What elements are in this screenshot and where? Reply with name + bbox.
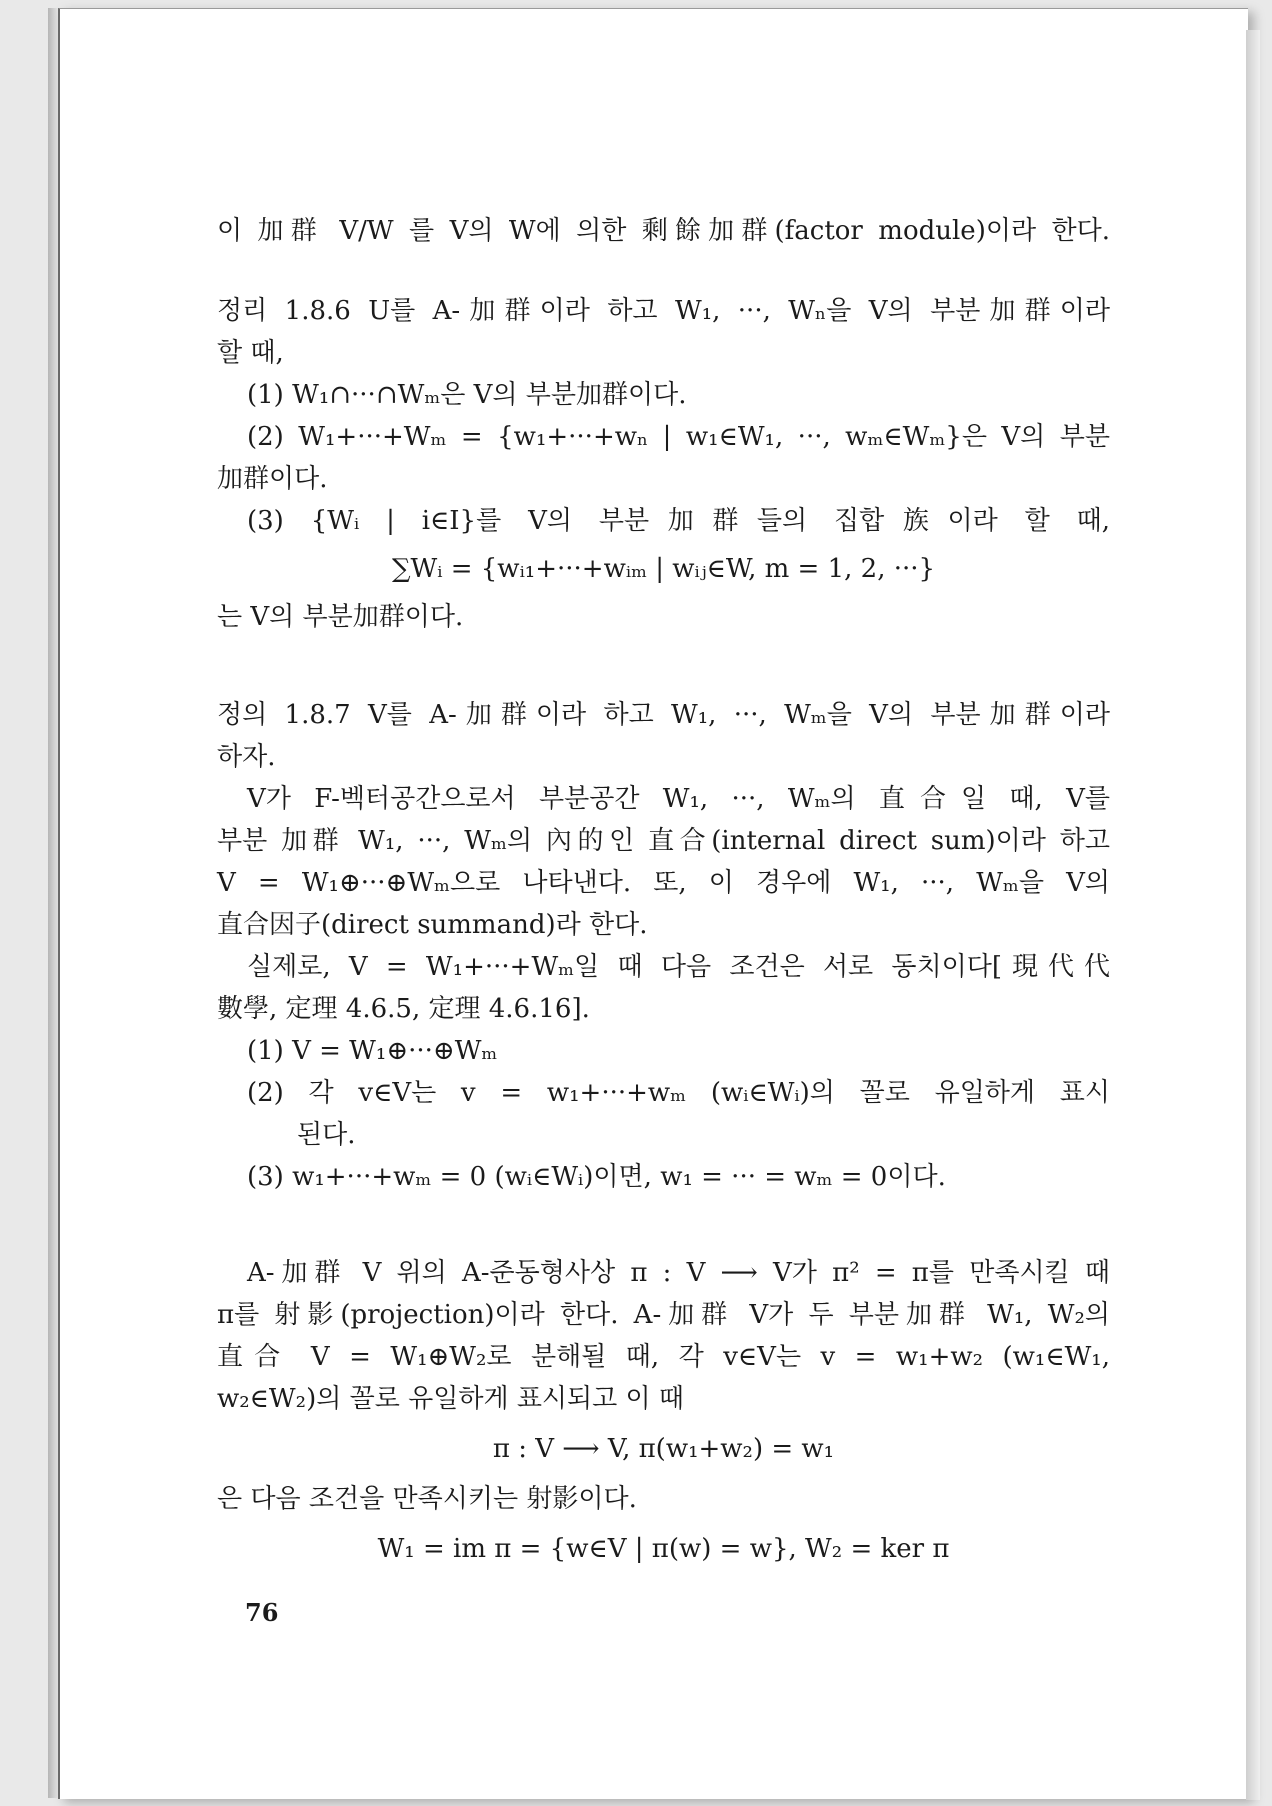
- list-item: (3) w₁+···+wₘ = 0 (wᵢ∈Wᵢ)이면, w₁ = ··· = wₘ = 0이다.: [247, 1162, 946, 1192]
- paragraph-line: 부분 加群 W₁, ···, Wₘ의 內的인 直合(internal direct sum)이라 하고: [217, 826, 1110, 856]
- paragraph-line: 실제로, V = W₁+···+Wₘ일 때 다음 조건은 서로 동치이다[現代代: [247, 952, 1110, 982]
- display-formula: W₁ = im π = {w∈V | π(w) = w}, W₂ = ker π: [377, 1534, 950, 1564]
- paragraph-line: V = W₁⊕···⊕Wₘ으로 나타낸다. 또, 이 경우에 W₁, ···, Wₘ을 V의: [217, 868, 1110, 898]
- paragraph-line: 이 加群 V/W 를 V의 W에 의한 剩餘加群(factor module)이라 한다.: [217, 216, 1110, 246]
- paragraph-line: π를 射影(projection)이라 한다. A-加群 V가 두 부분加群 W₁, W₂의: [217, 1300, 1110, 1330]
- paragraph-line: A-加群 V 위의 A-준동형사상 π : V ⟶ V가 π² = π를 만족시킬 때: [247, 1258, 1110, 1288]
- display-formula: ∑Wᵢ = {wᵢ₁+···+wᵢₘ | wᵢⱼ∈W, m = 1, 2, ···}: [391, 554, 936, 584]
- paragraph-line: V가 F-벡터공간으로서 부분공간 W₁, ···, Wₘ의 直合일 때, V를: [247, 784, 1110, 814]
- paragraph-line: 할 때,: [217, 338, 284, 368]
- display-formula: π : V ⟶ V, π(w₁+w₂) = w₁: [492, 1434, 835, 1464]
- list-item: (1) V = W₁⊕···⊕Wₘ: [247, 1036, 498, 1066]
- list-item: (2) W₁+···+Wₘ = {w₁+···+wₙ | w₁∈W₁, ···, wₘ∈Wₘ}은 V의 부분: [247, 422, 1110, 452]
- paragraph-line: 하자.: [217, 742, 276, 772]
- list-item-continuation: 된다.: [297, 1120, 356, 1150]
- paragraph-line: 은 다음 조건을 만족시키는 射影이다.: [217, 1484, 637, 1514]
- list-item: (3) {Wᵢ | i∈I}를 V의 부분加群들의 집합族이라 할 때,: [247, 506, 1110, 536]
- paragraph-line: w₂∈W₂)의 꼴로 유일하게 표시되고 이 때: [217, 1384, 685, 1414]
- paragraph-line: 加群이다.: [217, 464, 328, 494]
- list-item: (1) W₁∩···∩Wₘ은 V의 부분加群이다.: [247, 380, 687, 410]
- list-item: (2) 각 v∈V는 v = w₁+···+wₘ (wᵢ∈Wᵢ)의 꼴로 유일하게 표시: [247, 1078, 1110, 1108]
- paragraph-line: 는 V의 부분加群이다.: [217, 602, 464, 632]
- paragraph-line: 直合 V = W₁⊕W₂로 분해될 때, 각 v∈V는 v = w₁+w₂ (w₁∈W₁,: [217, 1342, 1110, 1372]
- page-edge: [1246, 30, 1260, 1800]
- paragraph-line: 數學, 定理 4.6.5, 定理 4.6.16].: [217, 994, 590, 1024]
- definition-1-8-7-heading: 정의 1.8.7 V를 A-加群이라 하고 W₁, ···, Wₘ을 V의 부분加群이라: [217, 700, 1110, 730]
- theorem-1-8-6-heading: 정리 1.8.6 U를 A-加群이라 하고 W₁, ···, Wₙ을 V의 부분加群이라: [217, 296, 1110, 326]
- page-number: 76: [245, 1598, 279, 1627]
- paragraph-line: 直合因子(direct summand)라 한다.: [217, 910, 648, 940]
